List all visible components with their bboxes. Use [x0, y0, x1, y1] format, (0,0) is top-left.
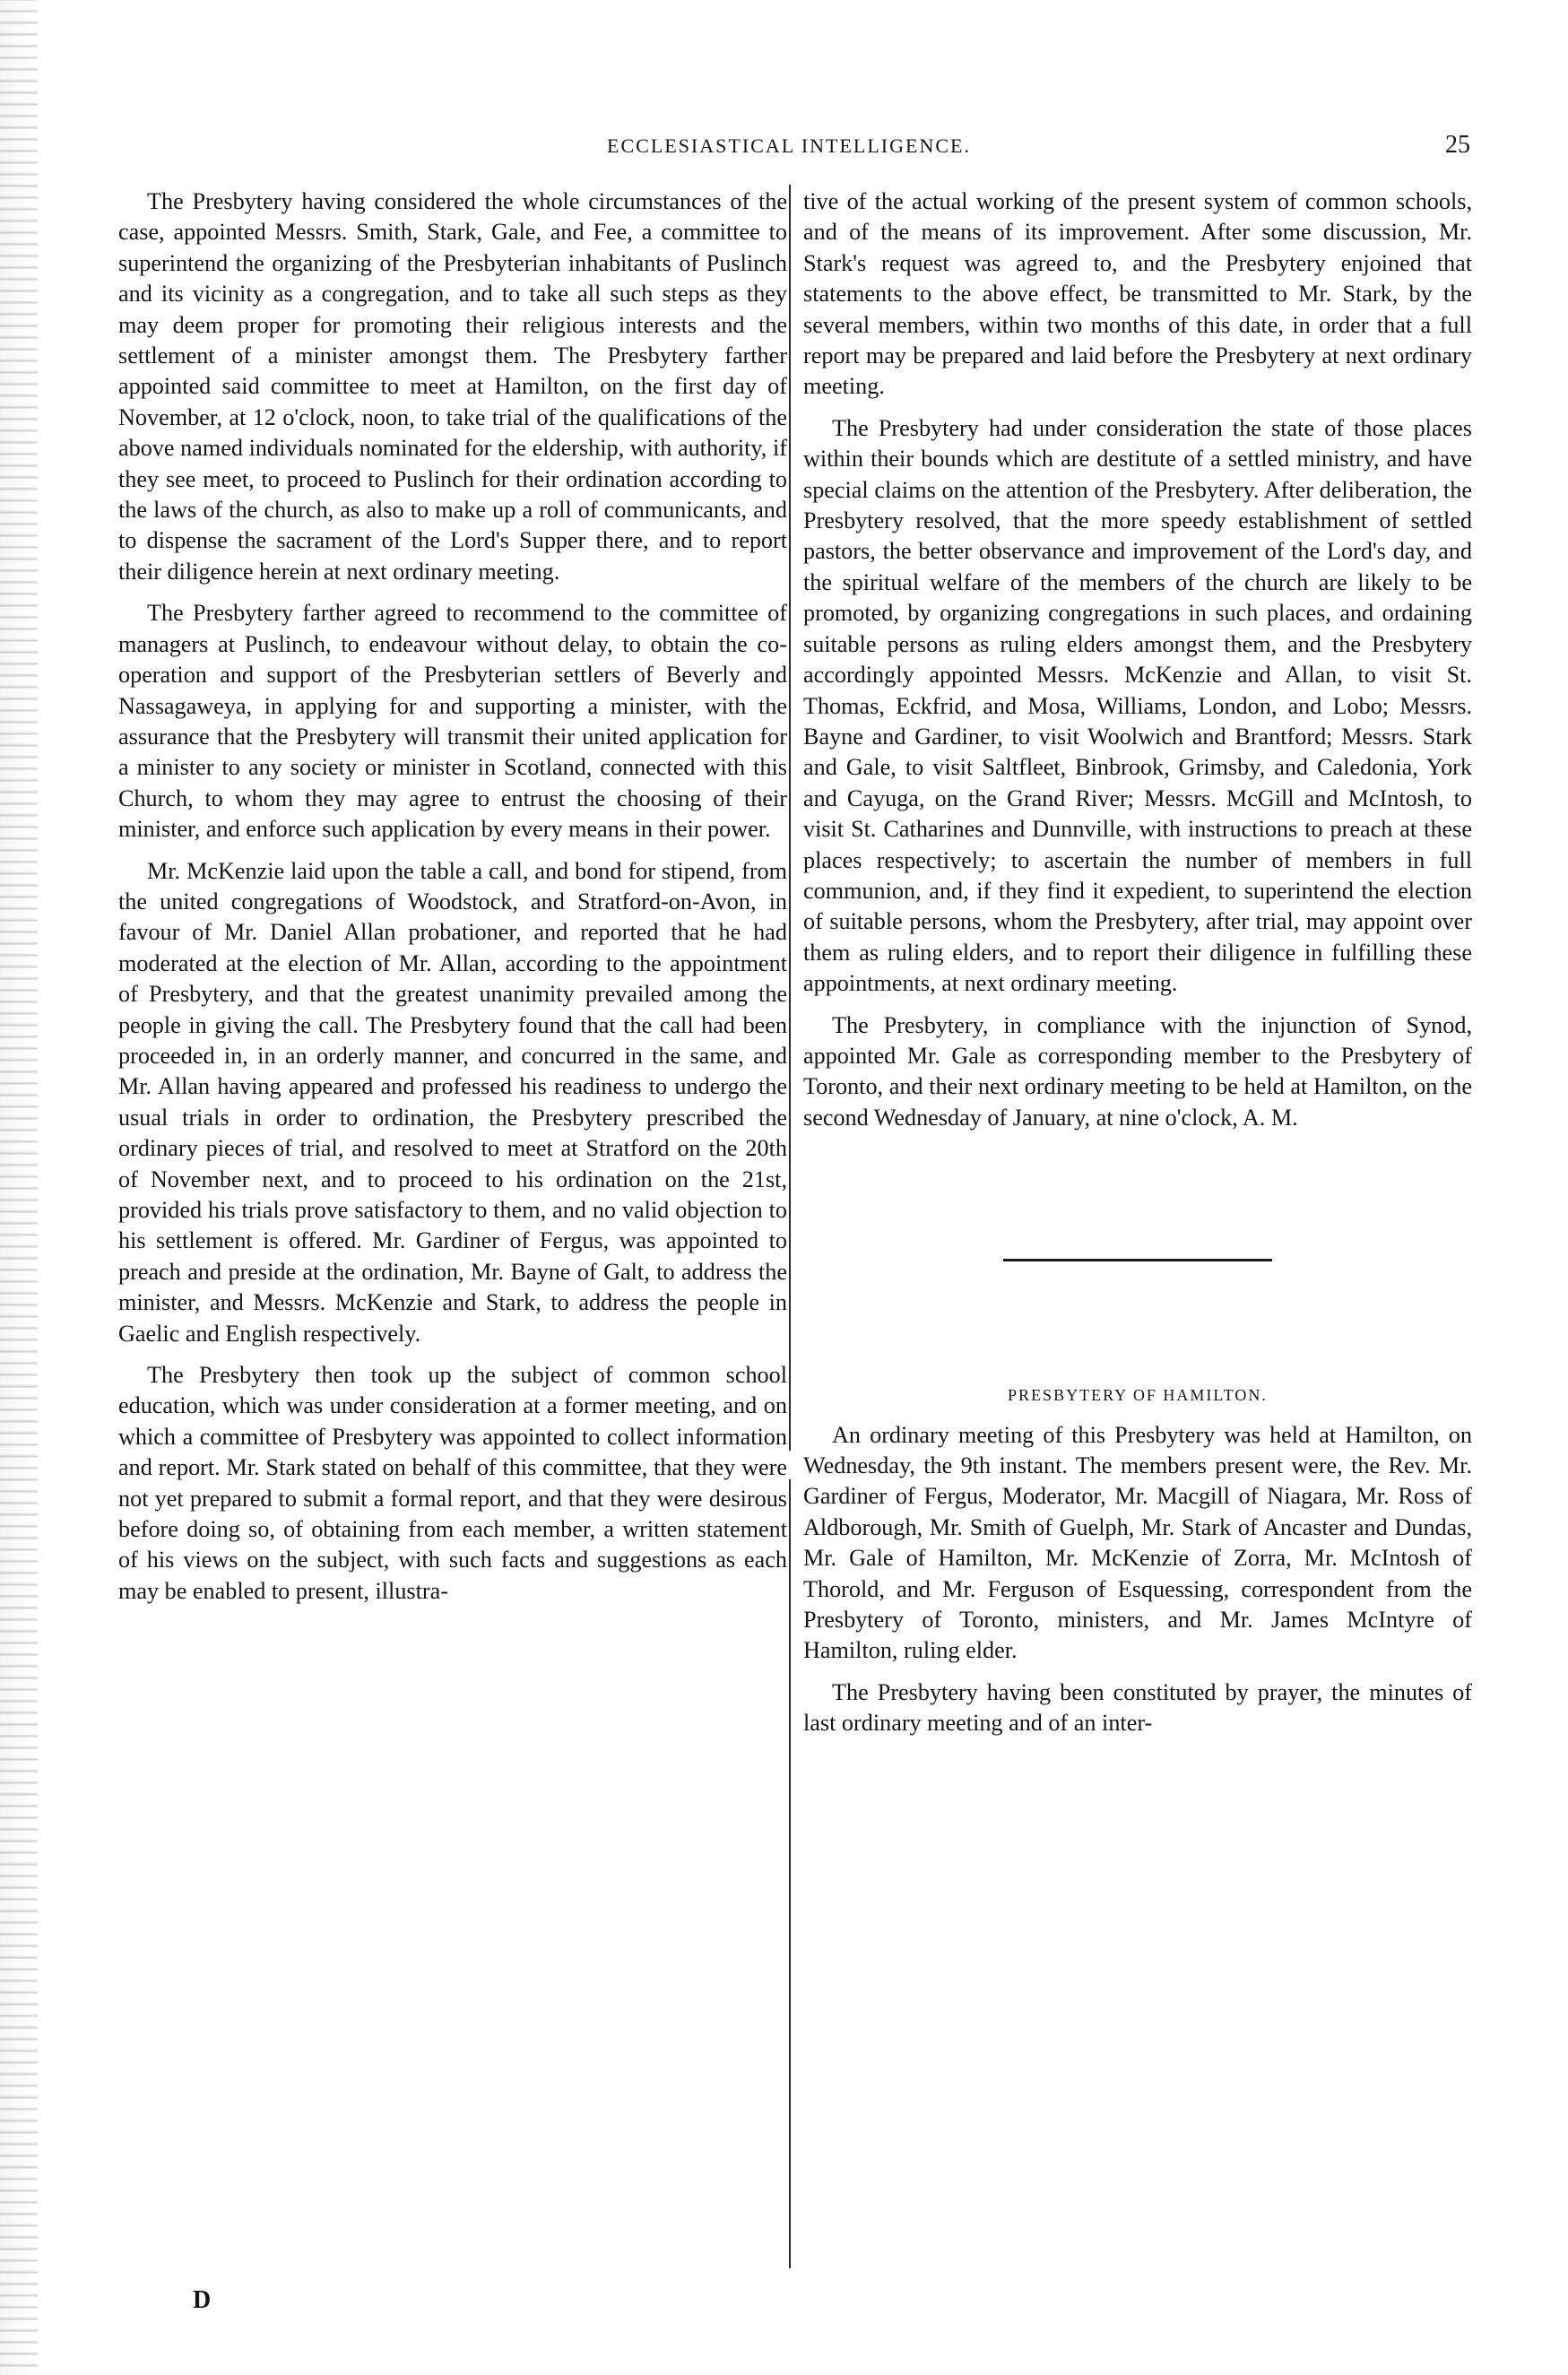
column-divider-upper [789, 185, 791, 1451]
right-paragraph-2: The Presbytery had under consideration the state of those places within their bounds which are destitute of a settled ministry, and have special claims on the attention of the Presbytery. After deliberation, the Presbytery resolved, that the more speedy establishment of settled pastors, the better observance and improvement of the Lord's day, and the spiritual welfare of the members of the church are likely to be promoted, by organizing congregations in such places, and ordaining suitable persons as ruling elders amongst them, and the Presbytery accordingly appointed Messrs. McKenzie and Allan, to visit St. Thomas, Eckfrid, and Mosa, Williams, London, and Lobo; Messrs. Bayne and Gardiner, to visit Woolwich and Brantford; Messrs. Stark and Gale, to visit Saltfleet, Binbrook, Grimsby, and Caledonia, York and Cayuga, on the Grand River; Messrs. McGill and McIntosh, to visit St. Catharines and Dunnville, with instructions to preach at these places respectively; to ascertain the number of members in full communion, and, if they find it expedient, to superintend the election of suitable persons, whom the Presbytery, after trial, may appoint over them as ruling elders, and to report their diligence in fulfilling these appointments, at next ordinary meeting. [803, 414, 1472, 997]
right-paragraph-4: An ordinary meeting of this Presbytery was held at Hamilton, on Wednesday, the 9th instant. The members present were, the Rev. Mr. Gardiner of Fergus, Moderator, Mr. Macgill of Niagara, Mr. Ross of Aldborough, Mr. Smith of Guelph, Mr. Stark of Ancaster and Dundas, Mr. Gale of Hamilton, Mr. McKenzie of Zorra, Mr. McIntosh of Thorold, and Mr. Ferguson of Esquessing, correspondent from the Presbytery of Toronto, ministers, and Mr. James McIntyre of Hamilton, ruling elder. [803, 1421, 1472, 1664]
right-paragraph-3: The Presbytery, in compliance with the injunction of Synod, appointed Mr. Gale as corresponding member to the Presbytery of Toronto, and their next ordinary meeting to be held at Hamilton, on the second Wednesday of January, at nine o'clock, A. M. [803, 1011, 1472, 1131]
right-paragraph-5: The Presbytery having been constituted by prayer, the minutes of last ordinary meeting and of an inter- [803, 1678, 1472, 1737]
signature-mark: D [193, 2286, 212, 2314]
left-paragraph-2: The Presbytery farther agreed to recommend to the committee of managers at Puslinch, to endeavour without delay, to obtain the co-operation and support of the Presbyterian settlers of Beverly and Nassagaweya, in applying for and supporting a minister, with the assurance that the Presbytery will transmit their united application for a minister to any society or minister in Scotland, connected with this Church, to whom they may agree to entrust the choosing of their minister, and enforce such application by every means in their power. [118, 600, 787, 843]
running-title: ECCLESIASTICAL INTELLIGENCE. [607, 134, 971, 157]
left-column [118, 186, 787, 1617]
column-divider-lower [789, 1479, 791, 2268]
section-heading-presbytery-of-hamilton: PRESBYTERY OF HAMILTON. [1008, 1386, 1268, 1405]
right-paragraph-continued: tive of the actual working of the present system of common schools, and of the means of its improvement. After some discussion, Mr. Stark's request was agreed to, and the Presbytery enjoined that statements to the above effect, be transmitted to Mr. Stark, by the several members, within two months of this date, in order that a full report may be prepared and laid before the Presbytery at next ordinary meeting. [803, 188, 1472, 400]
running-header [108, 131, 1470, 170]
left-paragraph-4: The Presbytery then took up the subject of common school education, which was under consideration at a former meeting, and on which a committee of Presbytery was appointed to collect information and report. Mr. Stark stated on behalf of this committee, that they were not yet prepared to submit a formal report, and that they were desirous before doing so, of obtaining from each member, a written statement of his views on the subject, with such facts and suggestions as each may be enabled to present, illustra- [118, 1362, 787, 1604]
page-number: 25 [1445, 131, 1470, 159]
left-paragraph-3: Mr. McKenzie laid upon the table a call, and bond for stipend, from the united congregations of Woodstock, and Stratford-on-Avon, in favour of Mr. Daniel Allan probationer, and reported that he had moderated at the election of Mr. Allan, according to the appointment of Presbytery, and that the greatest unanimity prevailed among the people in giving the call. The Presbytery found that the call had been proceeded in, in an orderly manner, and concurred in the same, and Mr. Allan having appeared and professed his readiness to undergo the usual trials in order to ordination, the Presbytery prescribed the ordinary pieces of trial, and resolved to meet at Stratford on the 20th of November next, and to proceed to his ordination on the 21st, provided his trials prove satisfactory to them, and no valid objection to his settlement is offered. Mr. Gardiner of Fergus, was appointed to preach and preside at the ordination, Mr. Bayne of Galt, to address the minister, and Messrs. McKenzie and Stark, to address the people in Gaelic and English respectively. [118, 857, 787, 1347]
right-column [803, 186, 1472, 1750]
section-divider-rule [1003, 1259, 1272, 1261]
scan-edge-shadow [0, 0, 38, 2375]
left-paragraph-1: The Presbytery having considered the whole circumstances of the case, appointed Messrs. Smith, Stark, Gale, and Fee, a committee to superintend the organizing of the Presbyterian inhabitants of Puslinch and its vicinity as a congregation, and to take all such steps as they may deem proper for promoting their religious interests and the settlement of a minister amongst them. The Presbytery farther appointed said committee to meet at Hamilton, on the first day of November, at 12 o'clock, noon, to take trial of the qualifications of the above named individuals nominated for the eldership, with authority, if they see meet, to proceed to Puslinch for their ordination according to the laws of the church, as also to make up a roll of communicants, and to dispense the sacrament of the Lord's Supper there, and to report their diligence herein at next ordinary meeting. [118, 188, 787, 585]
